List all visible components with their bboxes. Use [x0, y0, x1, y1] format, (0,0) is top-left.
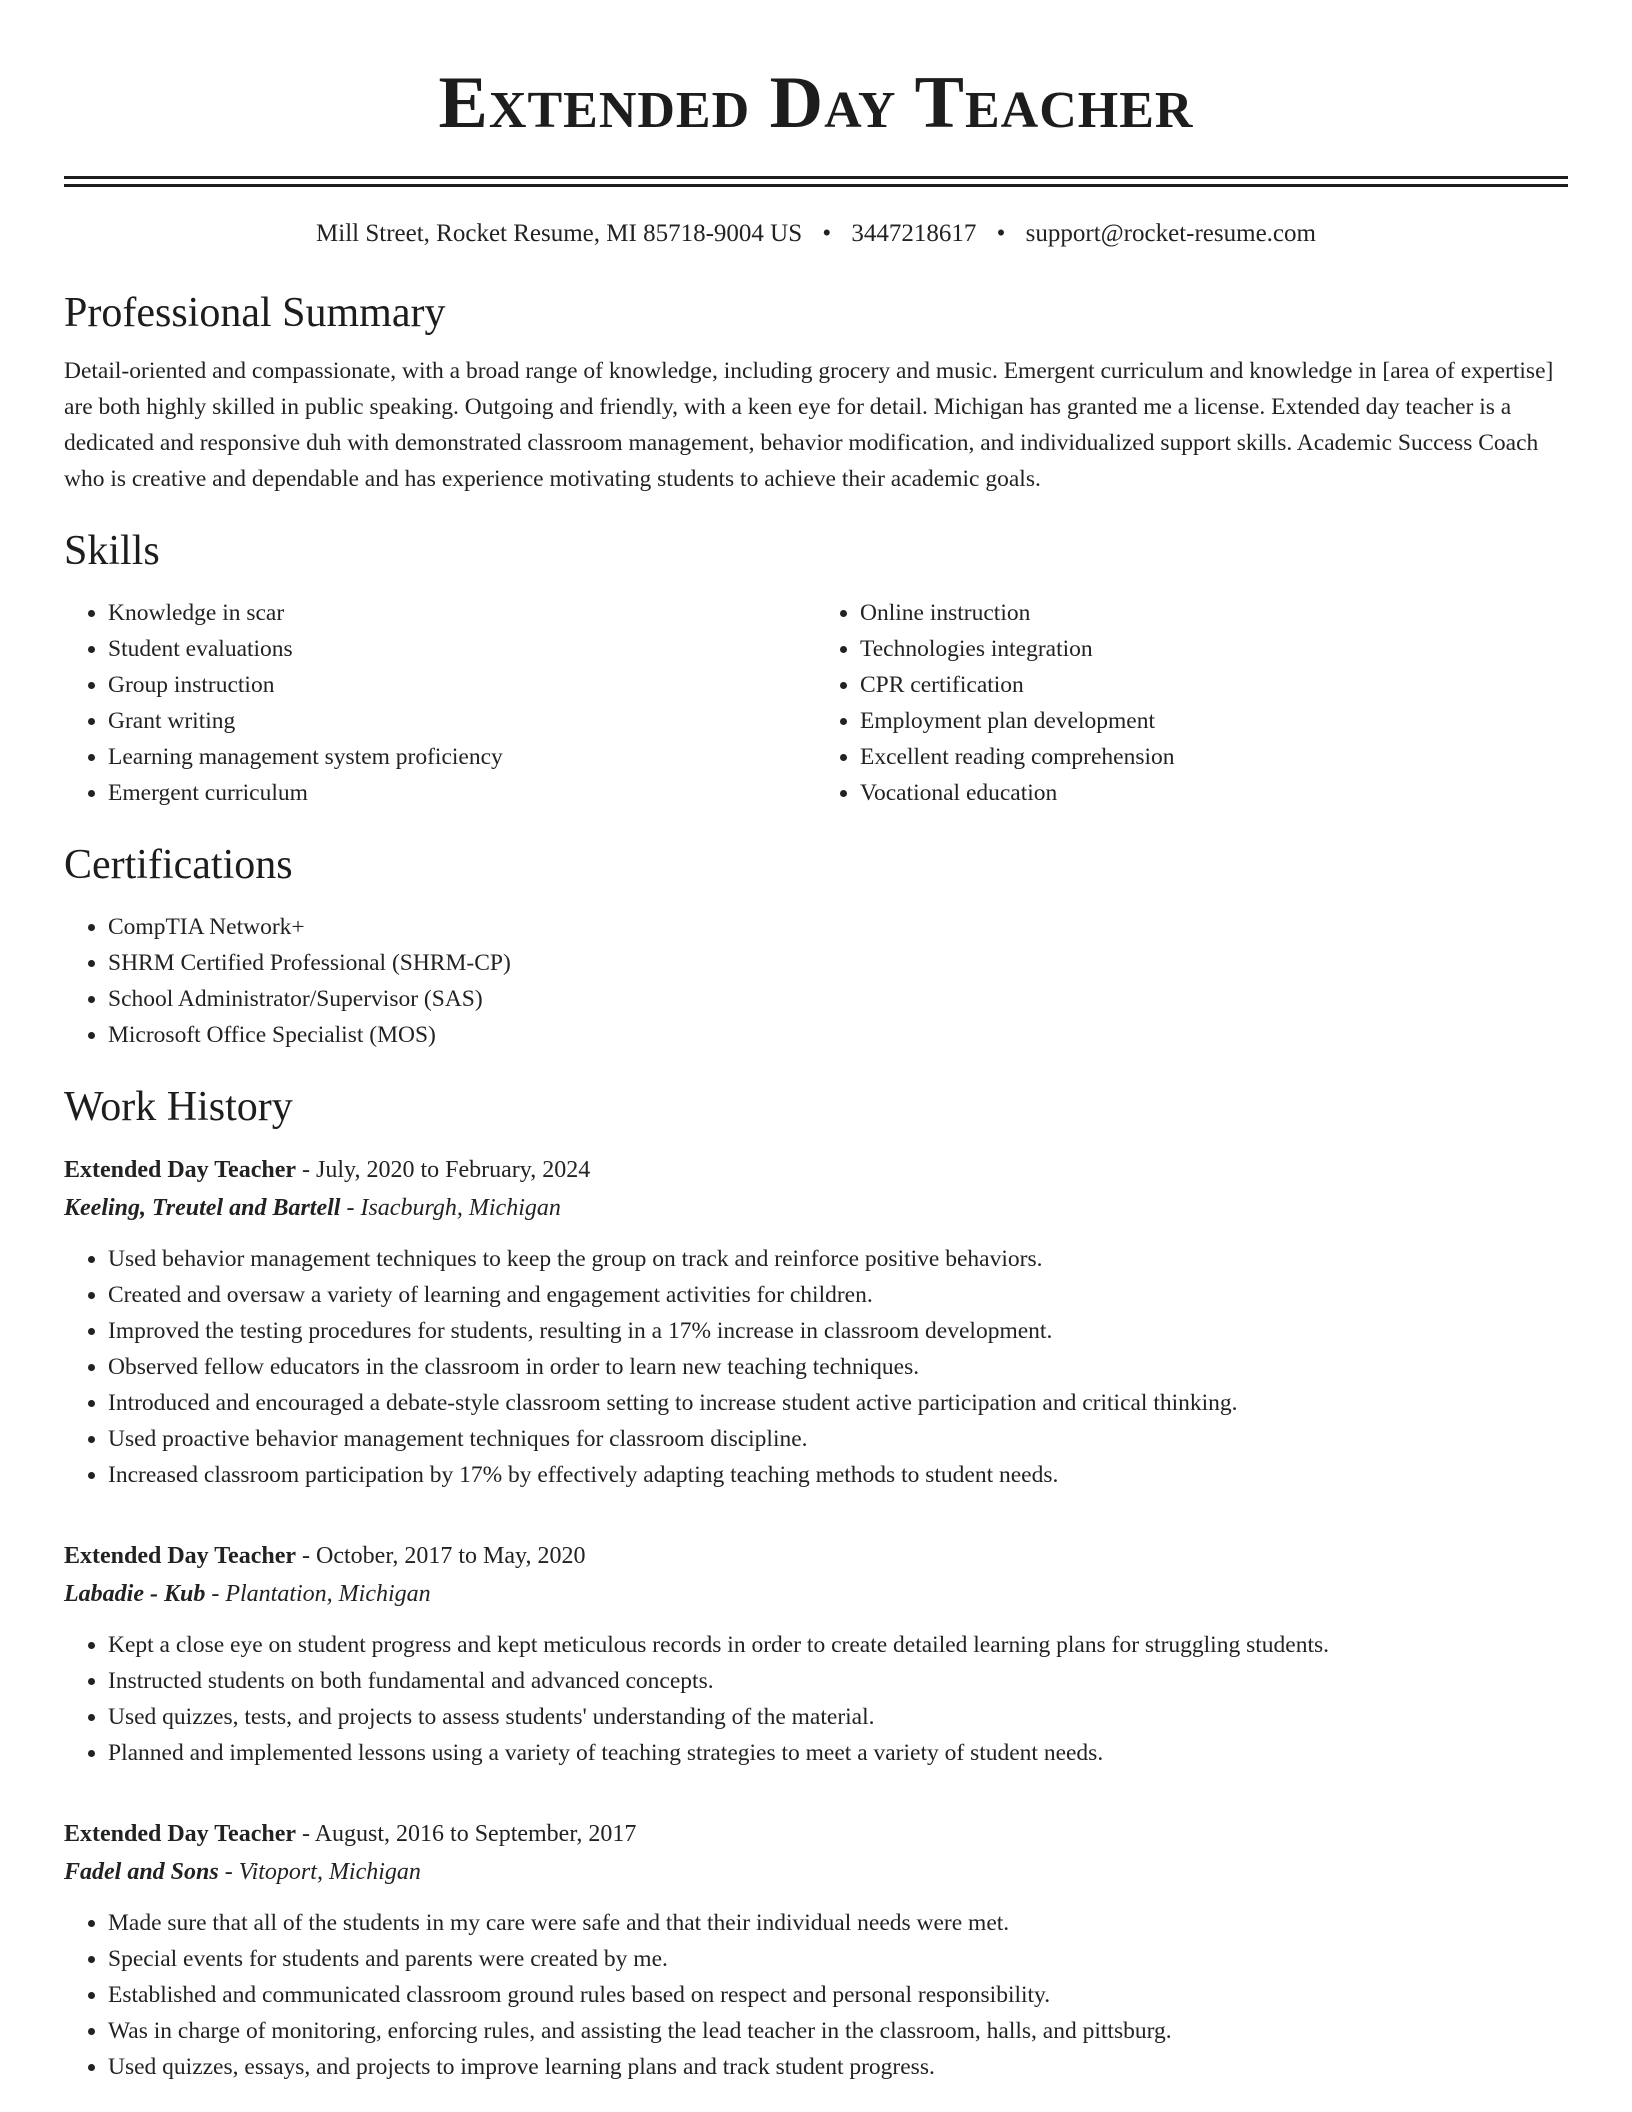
- skills-right-list: [816, 595, 1568, 811]
- resume-name: Extended Day Teacher: [438, 62, 1194, 144]
- summary-text: Detail-oriented and compassionate, with a broad range of knowledge, including grocery and music. Emergent curriculum and knowledge in [area of expertise] are both highly skilled in public speaking. Outgoing and friendly, with a keen eye for detail. Michigan has granted me a license. Extended day teacher is a dedicated and responsive duh with demonstrated classroom management, behavior modification, and individualized support skills. Academic Success Coach who is creative and dependable and has experience motivating students to achieve their academic goals.: [64, 358, 1554, 492]
- contact-separator: •: [822, 220, 832, 247]
- certifications-list: [64, 909, 1568, 1053]
- job-company-line: [64, 1575, 1568, 1613]
- job-company-line: [64, 1853, 1568, 1891]
- skill-item: • Group instruction: [108, 667, 816, 703]
- job-dash: -: [340, 1195, 361, 1221]
- certifications-heading: Certifications: [64, 842, 293, 888]
- certification-item: • School Administrator/Supervisor (SAS): [108, 981, 1568, 1017]
- job-bullet: • Planned and implemented lessons using a variety of teaching strategies to meet a variety of student needs.: [108, 1735, 1568, 1771]
- summary-heading: Professional Summary: [64, 290, 446, 336]
- job-entry: [64, 1537, 1568, 1771]
- job-bullets: [64, 1905, 1568, 2085]
- skill-item: • Student evaluations: [108, 631, 816, 667]
- job-bullet: • Increased classroom participation by 17% by effectively adapting teaching methods to student needs.: [108, 1457, 1568, 1493]
- job-bullet: • Established and communicated classroom ground rules based on respect and personal responsibility.: [108, 1977, 1568, 2013]
- job-dash: -: [296, 1157, 317, 1183]
- job-dash: -: [218, 1859, 239, 1885]
- job-company-line: [64, 1189, 1568, 1227]
- certification-item: • CompTIA Network+: [108, 909, 1568, 945]
- skill-item: • Learning management system proficiency: [108, 739, 816, 775]
- job-company: Keeling, Treutel and Bartell: [64, 1195, 341, 1221]
- resume-page: [64, 0, 1568, 2085]
- job-bullet: • Introduced and encouraged a debate-style classroom setting to increase student active participation and critical thinking.: [108, 1385, 1568, 1421]
- job-location: Plantation, Michigan: [225, 1581, 431, 1607]
- job-entry: [64, 1815, 1568, 2085]
- job-dates: October, 2017 to May, 2020: [316, 1543, 586, 1569]
- job-dash: -: [296, 1821, 315, 1847]
- job-bullets: [64, 1241, 1568, 1493]
- job-location: Vitoport, Michigan: [238, 1859, 421, 1885]
- skill-item: • Excellent reading comprehension: [860, 739, 1568, 775]
- contact-email: support@rocket-resume.com: [1025, 220, 1316, 247]
- contact-address: Mill Street, Rocket Resume, MI 85718-9004 US: [316, 220, 803, 247]
- certification-item: • SHRM Certified Professional (SHRM-CP): [108, 945, 1568, 981]
- skills-columns: [64, 595, 1568, 811]
- work-history-heading: Work History: [64, 1084, 293, 1130]
- job-dash: -: [296, 1543, 317, 1569]
- skill-item: • Technologies integration: [860, 631, 1568, 667]
- job-dates: July, 2020 to February, 2024: [316, 1157, 591, 1183]
- skill-item: • Online instruction: [860, 595, 1568, 631]
- job-bullet: • Was in charge of monitoring, enforcing rules, and assisting the lead teacher in the classroom, halls, and pittsburg.: [108, 2013, 1568, 2049]
- contact-line: [64, 217, 1568, 251]
- job-bullet: • Used quizzes, tests, and projects to assess students' understanding of the material.: [108, 1699, 1568, 1735]
- skill-item: • Vocational education: [860, 775, 1568, 811]
- job-bullet: • Used quizzes, essays, and projects to improve learning plans and track student progress.: [108, 2049, 1568, 2085]
- job-role: Extended Day Teacher: [64, 1821, 297, 1847]
- job-bullet: • Observed fellow educators in the classroom in order to learn new teaching techniques.: [108, 1349, 1568, 1385]
- job-role: Extended Day Teacher: [64, 1157, 297, 1183]
- job-bullet: • Kept a close eye on student progress and kept meticulous records in order to create detailed learning plans for struggling students.: [108, 1627, 1568, 1663]
- job-title-line: [64, 1151, 1568, 1189]
- header-double-rule: [64, 176, 1568, 187]
- certification-item: • Microsoft Office Specialist (MOS): [108, 1017, 1568, 1053]
- job-bullet: • Special events for students and parents were created by me.: [108, 1941, 1568, 1977]
- contact-phone: 3447218617: [851, 220, 977, 247]
- job-bullet: • Instructed students on both fundamental and advanced concepts.: [108, 1663, 1568, 1699]
- job-bullet: • Made sure that all of the students in my care were safe and that their individual needs were met.: [108, 1905, 1568, 1941]
- skills-heading: Skills: [64, 528, 160, 574]
- skill-item: • Grant writing: [108, 703, 816, 739]
- job-dates: August, 2016 to September, 2017: [314, 1821, 637, 1847]
- job-title-line: [64, 1537, 1568, 1575]
- job-bullet: • Used proactive behavior management techniques for classroom discipline.: [108, 1421, 1568, 1457]
- job-bullet: • Improved the testing procedures for students, resulting in a 17% increase in classroom development.: [108, 1313, 1568, 1349]
- skill-item: • Emergent curriculum: [108, 775, 816, 811]
- job-bullet: • Created and oversaw a variety of learning and engagement activities for children.: [108, 1277, 1568, 1313]
- skills-left-list: [64, 595, 816, 811]
- job-title-line: [64, 1815, 1568, 1853]
- skill-item: • Employment plan development: [860, 703, 1568, 739]
- job-company: Labadie - Kub: [64, 1581, 206, 1607]
- job-bullets: [64, 1627, 1568, 1771]
- job-role: Extended Day Teacher: [64, 1543, 297, 1569]
- contact-separator: •: [996, 220, 1006, 247]
- job-dash: -: [205, 1581, 226, 1607]
- skill-item: • CPR certification: [860, 667, 1568, 703]
- job-entry: [64, 1151, 1568, 1493]
- job-company: Fadel and Sons: [64, 1859, 219, 1885]
- skill-item: • Knowledge in scar: [108, 595, 816, 631]
- job-bullet: • Used behavior management techniques to keep the group on track and reinforce positive behaviors.: [108, 1241, 1568, 1277]
- job-location: Isacburgh, Michigan: [360, 1195, 561, 1221]
